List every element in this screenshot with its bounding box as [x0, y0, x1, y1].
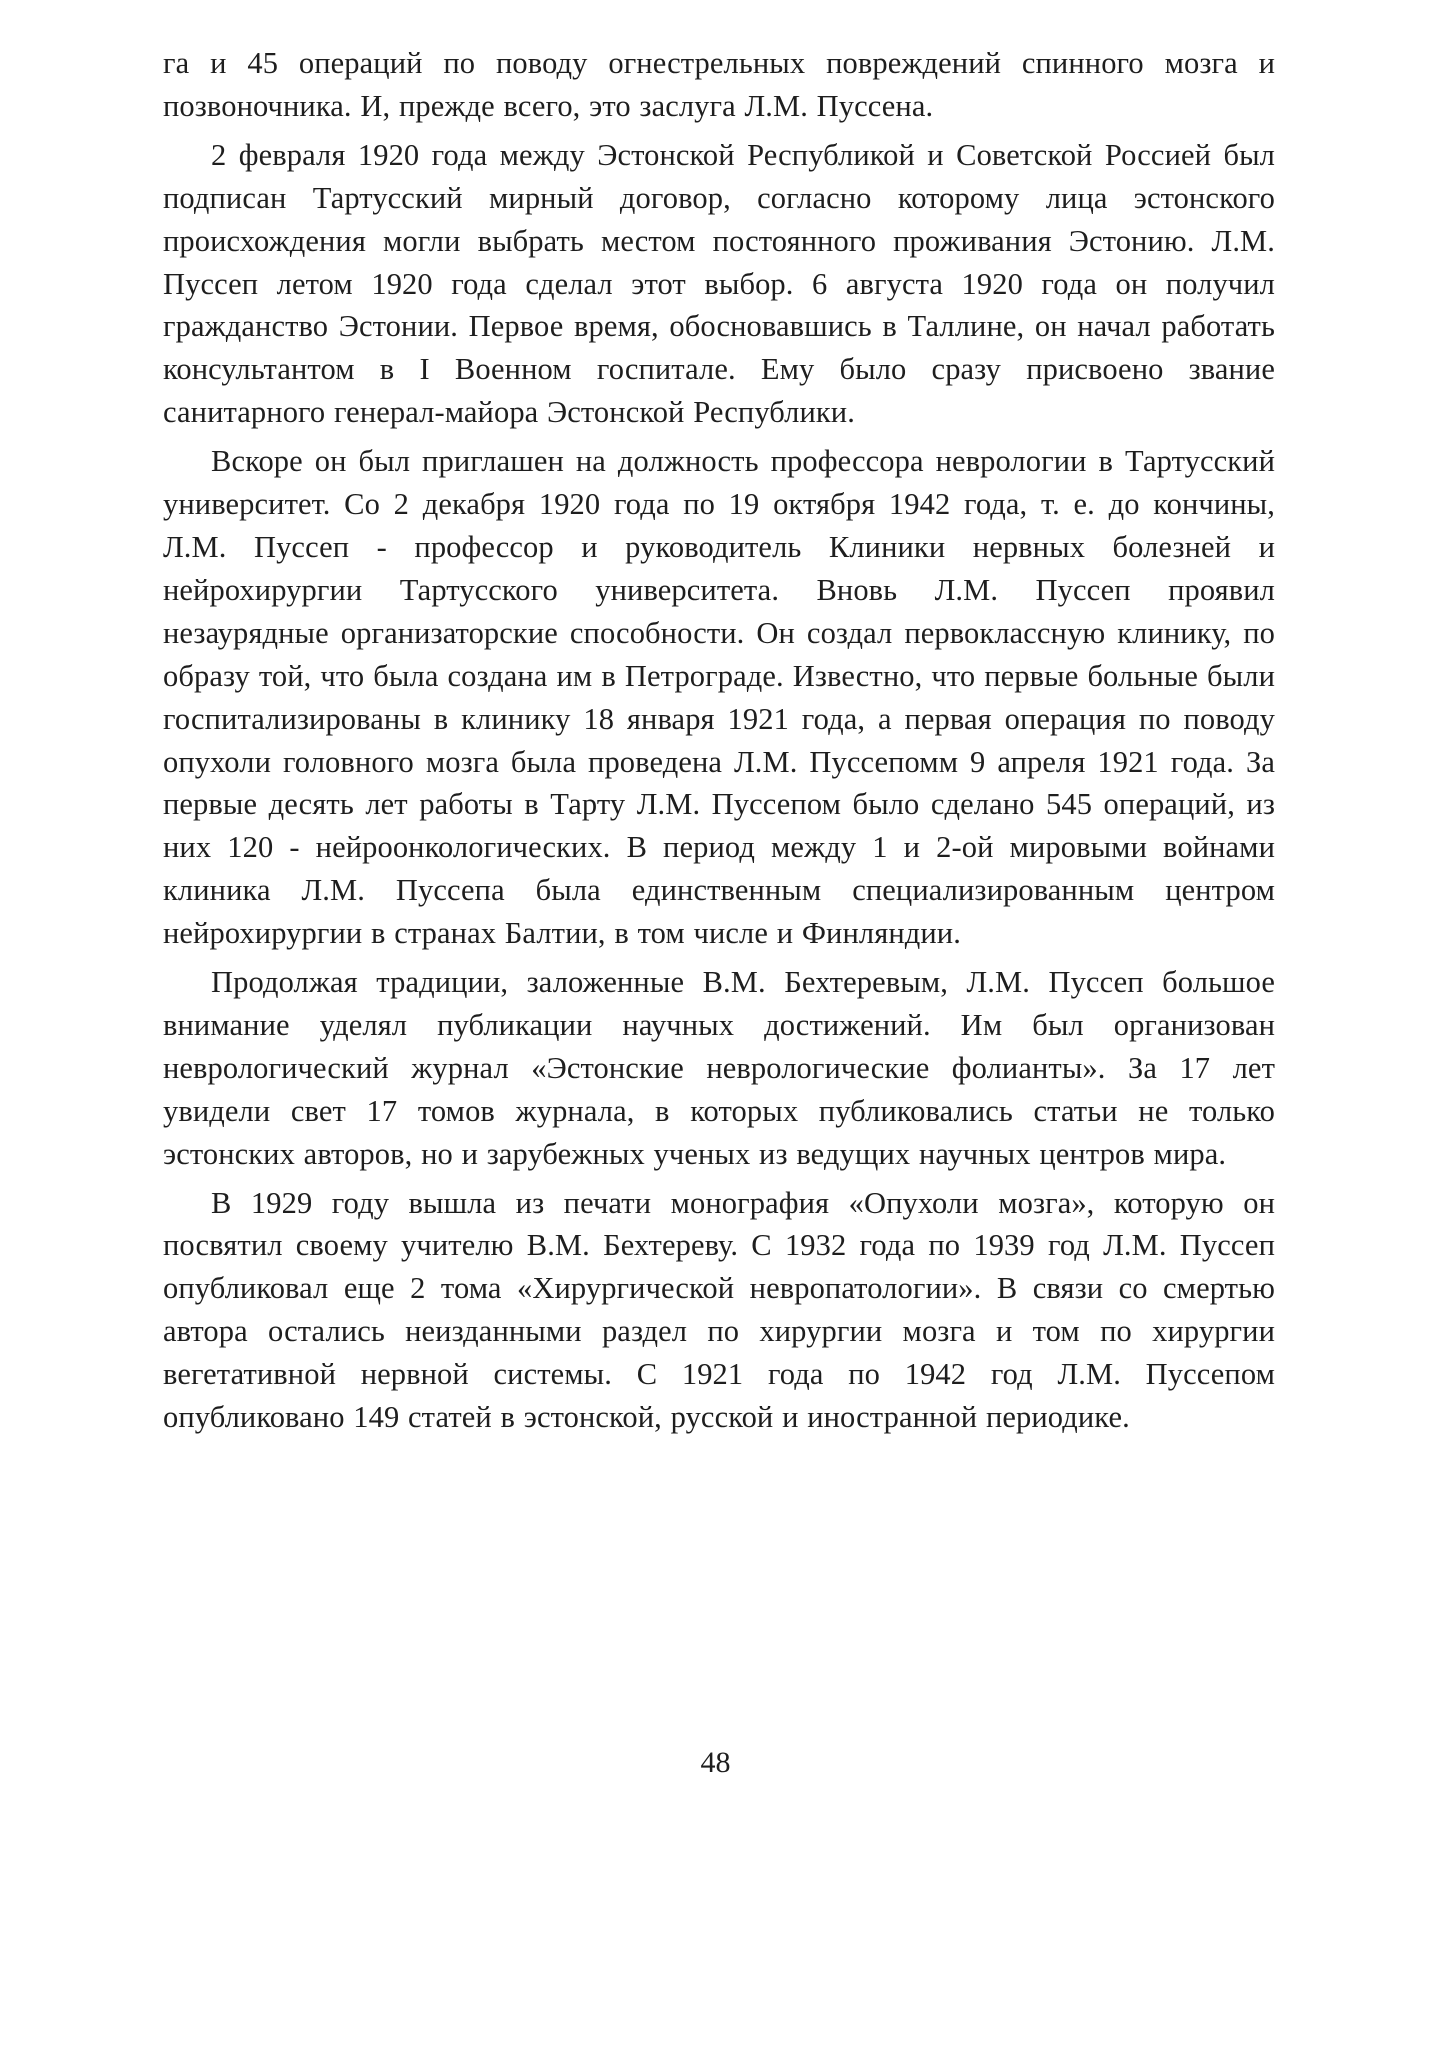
page-number: 48 — [700, 1746, 731, 1779]
paragraph-tartu-treaty: 2 февраля 1920 года между Эстонской Республикой и Советской Россией был подписан Тартусский мирный договор, согласно которому лица эстонского происхождения могли выбрать местом постоянного проживания Эстонию. Л.М. Пуссеп летом 1920 года сделал этот выбор. 6 августа 1920 года он получил гражданство Эстонии. Первое время, обосновавшись в Таллине, он начал работать консультантом в I Военном госпитале. Ему было сразу присвоено звание санитарного генерал-майора Эстонской Республики. — [163, 137, 1275, 430]
paragraph-journal: Продолжая традиции, заложенные В.М. Бехтеревым, Л.М. Пуссеп большое внимание уделял публикации научных достижений. Им был организован неврологический журнал «Эстонские неврологические фолианты». За 17 лет увидели свет 17 томов журнала, в которых публиковались статьи не только эстонских авторов, но и зарубежных ученых из ведущих научных центров мира. — [163, 965, 1275, 1171]
paragraph-continuation: га и 45 операций по поводу огнестрельных повреждений спинного мозга и позвоночника. И, прежде всего, это заслуга Л.М. Пуссена. — [163, 46, 1275, 123]
paragraph-tartu-university: Вскоре он был приглашен на должность профессора неврологии в Тартусский университет. Со 2 декабря 1920 года по 19 октября 1942 года, т. е. до кончины, Л.М. Пуссеп - профессор и руководитель Клиники нервных болезней и нейрохирургии Тартусского университета. Вновь Л.М. Пуссеп проявил незаурядные организаторские способности. Он создал первоклассную клинику, по образу той, что была создана им в Петрограде. Известно, что первые больные были госпитализированы в клинику 18 января 1921 года, а первая операция по поводу опухоли головного мозга была проведена Л.М. Пуссепомм 9 апреля 1921 года. За первые десять лет работы в Тарту Л.М. Пуссепом было сделано 545 операций, из них 120 - нейроонкологических. В период между 1 и 2-ой мировыми войнами клиника Л.М. Пуссепа была единственным специализированным центром нейрохирургии в странах Балтии, в том числе и Финляндии. — [163, 444, 1275, 951]
paragraph-monograph: В 1929 году вышла из печати монография «Опухоли мозга», которую он посвятил своему учителю В.М. Бехтереву. С 1932 года по 1939 год Л.М. Пуссеп опубликовал еще 2 тома «Хирургической невропатологии». В связи со смертью автора остались неизданными раздел по хирургии мозга и том по хирургии вегетативной нервной системы. С 1921 года по 1942 год Л.М. Пуссепом опубликовано 149 статей в эстонской, русской и иностранной периодике. — [163, 1185, 1275, 1435]
body-text — [163, 42, 1275, 1439]
